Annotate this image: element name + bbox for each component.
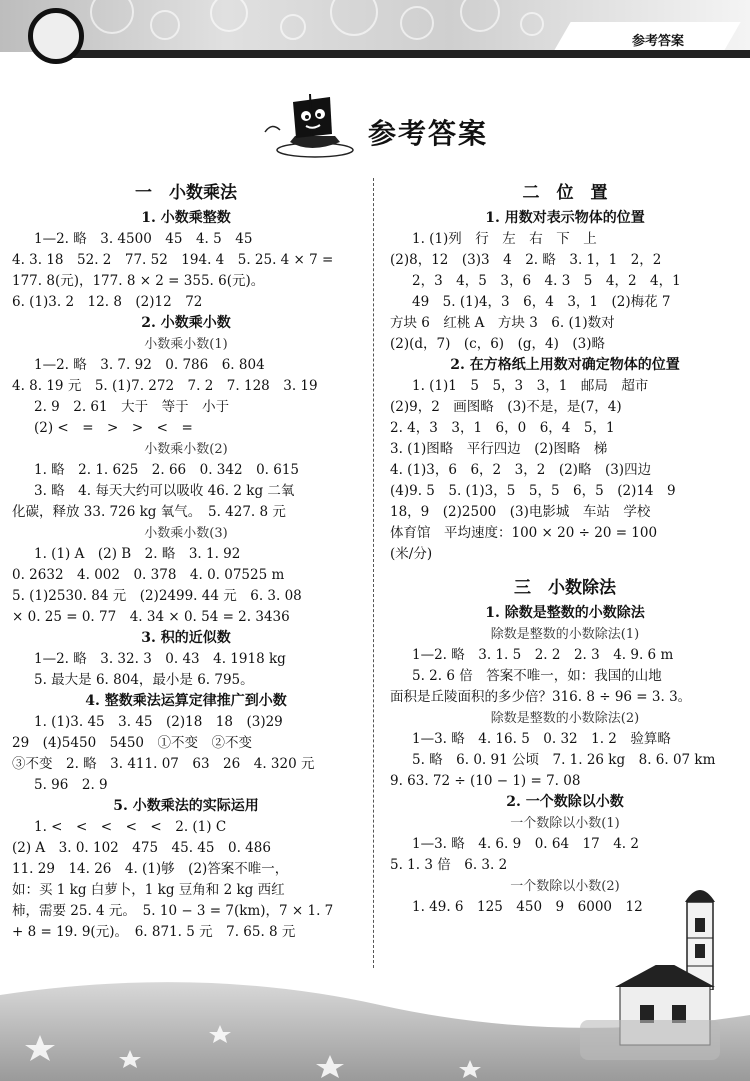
answer-line: 5. 1. 3 倍 6. 3. 2 [390, 857, 508, 873]
answer-line: (4)9. 5 5. (1)3，5 5，5 6，5 (2)14 9 [390, 483, 676, 499]
section-heading: 1. 小数乘整数 [141, 210, 231, 226]
section-heading: 3. 积的近似数 [141, 630, 231, 646]
answer-line: 1. (1) A (2) B 2. 略 3. 1. 92 [34, 546, 241, 562]
answer-line: 2，3 4，5 3，6 4. 3 5 4，2 4，1 [412, 273, 681, 289]
answer-line: 1. 略 2. 1. 625 2. 66 0. 342 0. 615 [34, 462, 300, 478]
answer-line: 5. 2. 6 倍 答案不唯一，如：我国的山地 [412, 668, 662, 684]
answer-line: 如：买 1 kg 白萝卜，1 kg 豆角和 2 kg 西红 [12, 882, 285, 898]
page-title: 参考答案 [368, 117, 489, 150]
spacer [384, 565, 746, 573]
answer-line: ③不变 2. 略 3. 411. 07 63 26 4. 320 元 [12, 756, 315, 772]
answer-line: 4. 8. 19 元 5. (1)7. 272 7. 2 7. 128 3. 19 [12, 378, 318, 394]
answer-line: 11. 29 14. 26 4. (1)够 (2)答案不唯一， [12, 861, 289, 877]
answer-line: 0. 2632 4. 002 0. 378 4. 0. 07525 m [12, 567, 285, 583]
answer-line: 化碳，释放 33. 726 kg 氧气。 5. 427. 8 元 [12, 504, 286, 520]
answer-line: 2. 9 2. 61 大于 等于 小于 [34, 399, 230, 415]
answer-line: 柿，需要 25. 4 元。 5. 10 − 3 = 7(km)，7 × 1. 7 [12, 903, 334, 919]
subsection-heading: 除数是整数的小数除法(1) [490, 627, 640, 642]
answer-line: 1—2. 略 3. 7. 92 0. 786 6. 804 [34, 357, 265, 373]
subsection-heading: 一个数除以小数(1) [510, 816, 620, 831]
right-column [384, 178, 746, 918]
header-rule [70, 50, 750, 58]
section-heading: 2. 在方格纸上用数对确定物体的位置 [450, 357, 680, 373]
answer-line: 1. < < < < < 2. (1) C [34, 819, 227, 835]
section-heading: 2. 小数乘小数 [141, 315, 231, 331]
section-heading: 4. 整数乘法运算定律推广到小数 [85, 693, 287, 709]
answer-line: 4. 3. 18 52. 2 77. 52 194. 4 5. 25. 4 × 7 = [12, 252, 334, 268]
subsection-heading: 除数是整数的小数除法(2) [490, 711, 640, 726]
answer-line: (2)8，12 (3)3 4 2. 略 3. 1，1 2，2 [390, 252, 662, 268]
answer-line: 177. 8(元)，177. 8 × 2 = 355. 6(元)。 [12, 273, 265, 289]
header-label: 参考答案 [632, 34, 685, 49]
answer-line: 4. (1)3，6 6，2 3，2 (2)略 (3)四边 [390, 462, 652, 478]
chapter-heading: 二 位 置 [522, 183, 608, 203]
answer-line: + 8 = 19. 9(元)。 6. 871. 5 元 7. 65. 8 元 [12, 924, 296, 940]
answer-line: (2)9，2 画图略 (3)不是，是(7，4) [390, 399, 622, 415]
subsection-heading: 小数乘小数(1) [144, 337, 228, 352]
answer-line: 5. 96 2. 9 [34, 777, 108, 793]
answer-line: 1—3. 略 4. 16. 5 0. 32 1. 2 验算略 [412, 731, 671, 747]
answer-line: 5. 略 6. 0. 91 公顷 7. 1. 26 kg 8. 6. 07 km [412, 752, 716, 768]
answer-line: 面积是丘陵面积的多少倍？316. 8 ÷ 96 = 3. 3。 [390, 689, 692, 705]
answer-line: 1. (1)1 5 5，3 3，1 邮局 超市 [412, 378, 649, 394]
answer-line: (米/分) [390, 546, 433, 562]
section-heading: 5. 小数乘法的实际运用 [113, 798, 259, 814]
column-divider [373, 178, 374, 968]
answer-line: (2) < = > > < = [34, 420, 193, 436]
answer-line: 1—3. 略 4. 6. 9 0. 64 17 4. 2 [412, 836, 639, 852]
answer-line: 1—2. 略 3. 4500 45 4. 5 45 [34, 231, 253, 247]
answer-line: 1. 49. 6 125 450 9 6000 12 [412, 899, 643, 915]
section-heading: 1. 除数是整数的小数除法 [485, 605, 645, 621]
subsection-heading: 小数乘小数(3) [144, 526, 228, 541]
answer-line: 1. (1)列 行 左 右 下 上 [412, 231, 597, 247]
answer-line: 1. (1)3. 45 3. 45 (2)18 18 (3)29 [34, 714, 283, 730]
answer-line: 1—2. 略 3. 1. 5 2. 2 2. 3 4. 9. 6 m [412, 647, 674, 663]
footer-decoration [0, 965, 750, 1081]
answer-line: 2. 4，3 3，1 6，0 6，4 5，1 [390, 420, 615, 436]
left-column [6, 178, 366, 943]
answer-line: 9. 63. 72 ÷ (10 − 1) = 7. 08 [390, 773, 581, 789]
answer-line: 3. (1)图略 平行四边 (2)图略 梯 [390, 441, 608, 457]
answer-line: 5. 最大是 6. 804，最小是 6. 795。 [34, 672, 254, 688]
subsection-heading: 小数乘小数(2) [144, 442, 228, 457]
answer-line: 3. 略 4. 每天大约可以吸收 46. 2 kg 二氧 [34, 483, 295, 499]
answer-line: 18，9 (2)2500 (3)电影城 车站 学校 [390, 504, 651, 520]
answer-line: 1—2. 略 3. 32. 3 0. 43 4. 1918 kg [34, 651, 286, 667]
ship-mascot-icon [260, 92, 355, 162]
chapter-heading: 三 小数除法 [514, 578, 616, 598]
subsection-heading: 一个数除以小数(2) [510, 879, 620, 894]
header-circle-icon [28, 8, 84, 64]
answer-line: 6. (1)3. 2 12. 8 (2)12 72 [12, 294, 203, 310]
answer-line: × 0. 25 = 0. 77 4. 34 × 0. 54 = 2. 3436 [12, 609, 290, 625]
section-heading: 1. 用数对表示物体的位置 [485, 210, 645, 226]
chapter-heading: 一 小数乘法 [135, 183, 237, 203]
answer-line: (2) A 3. 0. 102 475 45. 45 0. 486 [12, 840, 271, 856]
section-heading: 2. 一个数除以小数 [506, 794, 624, 810]
answer-line: 方块 6 红桃 A 方块 3 6. (1)数对 [390, 315, 615, 331]
answer-line: 5. (1)2530. 84 元 (2)2499. 44 元 6. 3. 08 [12, 588, 302, 604]
answer-line: 29 (4)5450 5450 ①不变 ②不变 [12, 735, 253, 751]
answer-line: 体育馆 平均速度：100 × 20 ÷ 20 = 100 [390, 525, 658, 541]
answer-line: (2)(d，7) (c，6) (g，4) (3)略 [390, 336, 605, 352]
answer-line: 49 5. (1)4，3 6，4 3，1 (2)梅花 7 [412, 294, 671, 310]
